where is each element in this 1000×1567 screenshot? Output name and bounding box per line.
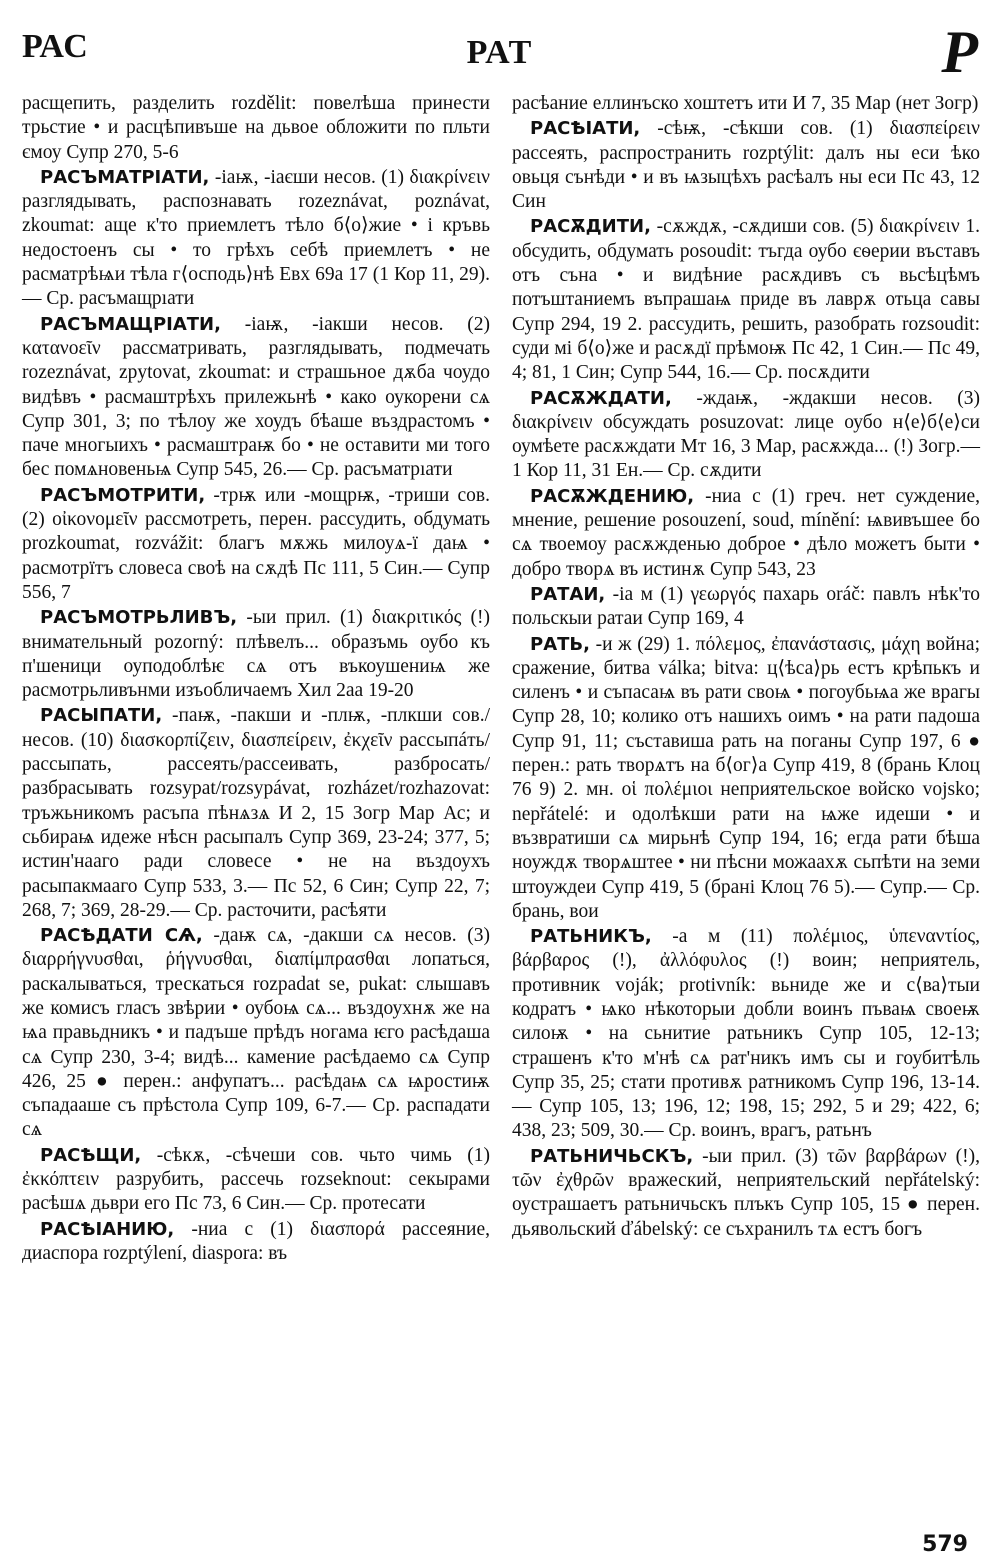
entry-text: -даѭ сѧ, -дакши сѧ несов. (3) διαρρήγνυσθαι, ῥήγνυσθαι, διαπίμπρασθαι лопаться, раскалываться, трескаться rozpadat se, pukat: слышавъ же комисъ гласъ звѣрии • оубоѩ сѧ... въздоухнѫ же на ѩа правьдникъ • и падъше прѣдъ ногама ѥго расѣдаша сѧ Супр 230, 3-4; видѣ... камение расѣдаемо сѧ Супр 426, 25 ● перен.: анфупатъ... расѣдаѩ сѧ ѩростиѭ съпадааше съ прѣстола Супр 109, 6-7.— Ср. распадати сѧ xyxy=(22,925,491,1141)
entry-text: расѣание еллинъско хоштетъ ити И 7, 35 Мар (нет Зогр) xyxy=(512,93,979,114)
entry-text: -ыи прил. (1) διακριτικός (!) внимательный pozorný: плѣвелъ... образъмь оубо къ п'шеници оуподоблѣѥ сѧ отъ въкоушениѩ же расмотрьливънми изъобличаемъ Хил 2аа 19-20 xyxy=(22,607,491,702)
entry-text: -сѣкѫ, -сѣчеши сов. чьто чимь (1) ἐκκόπτειν разрубить, рассечь rozseknout: секырами расѣшѧ дьври его Пс 73, 6 Син.— Ср. протесати xyxy=(22,1144,490,1215)
entry-headword: РАСѢІАТИ, xyxy=(530,118,641,140)
entry-text: -іаѭ, -іаєши несов. (1) διακρίνειν разглядывать, распознавать rozeznávat, poznávat, zkoumat: аще к'то приемлетъ тѣло б⟨о⟩жие • і кръвь недостоенъ сы • то грѣхъ себѣ приемлетъ • не расматрѣѩи тѣла г⟨осподь⟩нѣ Евх 69а 17 (1 Кор 11, 29).— Ср. расъмащрıати xyxy=(22,166,491,310)
entry-text: -и ж (29) 1. πόλεμος, ἐπανάστασις, μάχη война; сражение, битва válka; bitva: ц⟨ѣса⟩рь естъ крѣпькъ и силенъ • и съпасаѩ въ рати своѩ • погоубьѩа же врагы Супр 28, 10; колико отъ нашихъ оимъ • на рати падоша Супр 91, 11; съставиша рать на поганы Супр 197, 6 ● перен.: рать творѧтъ на б⟨ог⟩а Супр 419, 8 (брань Клоц 76 9) 2. мн. οἱ πολέμιοι неприятельское войско vojsko; nepřátelé: и одолѣкши рати на ѩже идеши • и възвратиши сѧ мирьнѣ Супр 194, 16; егда рати бѣша ноуждѫ творѧштее • ни пѣсни можаахѫ сьпѣти на земи штоуждеи Супр 419, 5 (брані Клоц 76 5).— Супр.— Ср. брань, вои xyxy=(512,633,980,922)
dictionary-entry xyxy=(512,215,980,385)
entry-text: -ниа с (1) διασπορά рассеяние, диаспора rozptýlení, diaspora: въ xyxy=(22,1218,490,1264)
entry-headword: РАТЬНИЧЬСКЪ, xyxy=(530,1145,694,1167)
entry-headword: РАСЪМОТРИТИ, xyxy=(40,484,206,506)
entry-text: -ждаѭ, -ждакши несов. (3) διακρίνειν обсуждать posuzovat: лице оубо н⟨е⟩б⟨е⟩си оумѣете расѫждати Мт 16, 3 Мар, расѫжда... (!) Зогр.— 1 Кор 11, 31 Ен.— Ср. сѫдити xyxy=(512,387,981,482)
dictionary-entry xyxy=(512,925,980,1144)
dictionary-entry xyxy=(22,484,490,605)
entry-text: -трѭ или -мощрѭ, -триши сов. (2) οἰκονομεῖν рассмотреть, перен. рассудить, обдумать prozkoumat, rozvážit: благъ мѫжь милоуѧ-ї даѩ • расмотрїтъ словеса своѣ на сѫдѣ Пс 111, 5 Син.— Супр 556, 7 xyxy=(22,484,490,603)
dictionary-entry xyxy=(512,92,980,116)
entry-text: -сѣѭ, -сѣкши сов. (1) διασπείρειν рассеять, распространить rozptýlit: далъ ны еси ѣко овьця сънѣди • и въ ѩзыцѣхъ расѣалъ ны еси Пс 43, 12 Син xyxy=(512,118,980,213)
entry-text: -а м (11) πολέμιος, ὑπεναντίος, βάρβαρος (!), ἀλλόφυλος (!) воин; неприятель, противник voják; protivník: вьниде же и с⟨ва⟩тыи кодратъ • ѩко нѣкоторыи добли воинъ пъваѩ своеѭ силоѭ • на сьнитие ратьникъ Супр 105, 12-13; страшенъ к'то м'нѣ сѧ рат'никъ имъ сы и гоубитѣль Супр 35, 25; стати противѫ ратникомъ Супр 196, 13-14.— Супр 105, 13; 196, 12; 198, 15; 292, 5 и 29; 422, 6; 438, 23; 509, 30.— Ср. воинъ, врагъ, ратьнъ xyxy=(512,926,981,1142)
entry-headword: РАТЬ, xyxy=(530,633,590,655)
dictionary-entry xyxy=(512,485,980,582)
dictionary-entry xyxy=(512,583,980,632)
entry-text: -ниа с (1) греч. нет суждение, мнение, решение posouzení, soud, mínění: ѩвивъшее бо сѧ твоемоу расѫжденью доброе • дѣло можетъ быти • добро творѧ въ истинѫ Супр 543, 23 xyxy=(512,485,981,580)
dictionary-entry xyxy=(512,387,980,484)
dictionary-entry xyxy=(22,166,490,312)
entry-headword: РАСѪЖДАТИ, xyxy=(530,387,672,409)
running-head-center: РАТ xyxy=(466,34,534,71)
entry-headword: РАСѢІАНИЮ, xyxy=(40,1218,175,1240)
entry-text: -іа м (1) γεωργός пахарь oráč: павлъ нѣк'то польскыи ратаи Супр 169, 4 xyxy=(512,583,980,630)
dictionary-entry xyxy=(22,606,490,703)
entry-text: -іаѭ, -іакши несов. (2) κατανοεῖν рассматривать, разглядывать, подмечать rozeznávat, zpytovat, zkoumat: и страшьное дѫба чоудо видѣвъ • расмаштрѣхъ прилежьнѣ • како оукорени сѧ Супр 301, 3; по тѣлоу же хоудъ бѣаше въздрастомъ • паче многыихъ • расмаштраѭ бо • не оставити ми того бес помѧновеньѩ Супр 545, 26.— Ср. расъматрıати xyxy=(22,313,491,481)
entry-text: -ыи прил. (3) τῶν βαρβάρων (!), τῶν ἐχθρῶν вражеский, неприятельский nepřátelský: оустрашаетъ ратьничьскъ плъкъ Супр 105, 15 ● перен. дьявольский ďábelský: се съхранилъ тѧ естъ богъ xyxy=(512,1145,981,1240)
entry-headword: РАСѪДИТИ, xyxy=(530,216,651,238)
dictionary-entry xyxy=(22,704,490,923)
right-column xyxy=(512,92,980,1243)
entry-headword: РАСѢДАТИ СѦ, xyxy=(40,925,203,947)
dictionary-entry xyxy=(512,117,980,214)
running-head-left: РАС xyxy=(22,28,89,65)
dictionary-entry xyxy=(22,924,490,1143)
entry-headword: РАСѢЩИ, xyxy=(40,1144,142,1166)
entry-headword: РАСЫПАТИ, xyxy=(40,705,163,727)
left-column xyxy=(22,92,490,1267)
dictionary-entry xyxy=(512,1145,980,1242)
dictionary-entry xyxy=(512,633,980,925)
entry-text: -паѭ, -пакши и -плѭ, -плкши сов./несов. (10) διασκορπίζειν, διασπείρειν, ἐκχεῖν рассыпáть/рассыпать, рассеять/рассеивать, разбросать/разбрасывать rozsypat/rozsypávat, rozházet/rozhazovat: тръжьникомъ расъпа пѣнѧзѧ И 2, 15 Зогр Мар Ас; и сьбираѩ идеже нѣсн расыпалъ Супр 369, 23-24; 377, 5; истин'нааго ради словесе • не на въздоухъ расыпакмааго Супр 533, 3.— Пс 52, 6 Син; Супр 22, 7; 268, 7; 369, 28-29.— Ср. расточити, расѣяти xyxy=(22,705,490,921)
dictionary-entry xyxy=(22,1144,490,1217)
entry-headword: РАСЪМОТРЬЛИВЪ, xyxy=(40,607,238,629)
section-letter: Р xyxy=(941,19,978,85)
entry-headword: РАСЪМАТРІАТИ, xyxy=(40,166,210,188)
dictionary-entry xyxy=(22,92,490,165)
entry-headword: РАСѪЖДЕНИЮ, xyxy=(530,485,695,507)
entry-headword: РАТАИ, xyxy=(530,583,606,605)
entry-text: расщепить, разделить rozdělit: повелѣша принести трьстие • и расцѣпивъше на дьвое обложити по пльти ємоу Супр 270, 5-6 xyxy=(22,93,490,163)
dictionary-entry xyxy=(22,313,490,483)
entry-text: -сѫждѫ, -сѫдиши сов. (5) διακρίνειν 1. обсудить, обдумать posoudit: тъгда оубо єѳерии въставъ отъ съна • и видѣние расѫдивъ съ вьсѣцѣмъ потъштаниемъ въпрашаѩ приде въ лаврѫ отьца савы Супр 294, 19 2. рассудить, решить, разобрать rozsoudit: суди мі б⟨о⟩же и расѫдї прѣмоѭ Пс 42, 1 Син.— Пс 49, 4; 81, 1 Син; Супр 544, 16.— Ср. посѫдити xyxy=(512,216,980,384)
entry-headword: РАСЪМАЩРІАТИ, xyxy=(40,313,221,335)
page-header xyxy=(0,0,1000,92)
dictionary-entry xyxy=(22,1218,490,1267)
page-number: 579 xyxy=(922,1532,968,1557)
entry-headword: РАТЬНИКЪ, xyxy=(530,926,652,948)
